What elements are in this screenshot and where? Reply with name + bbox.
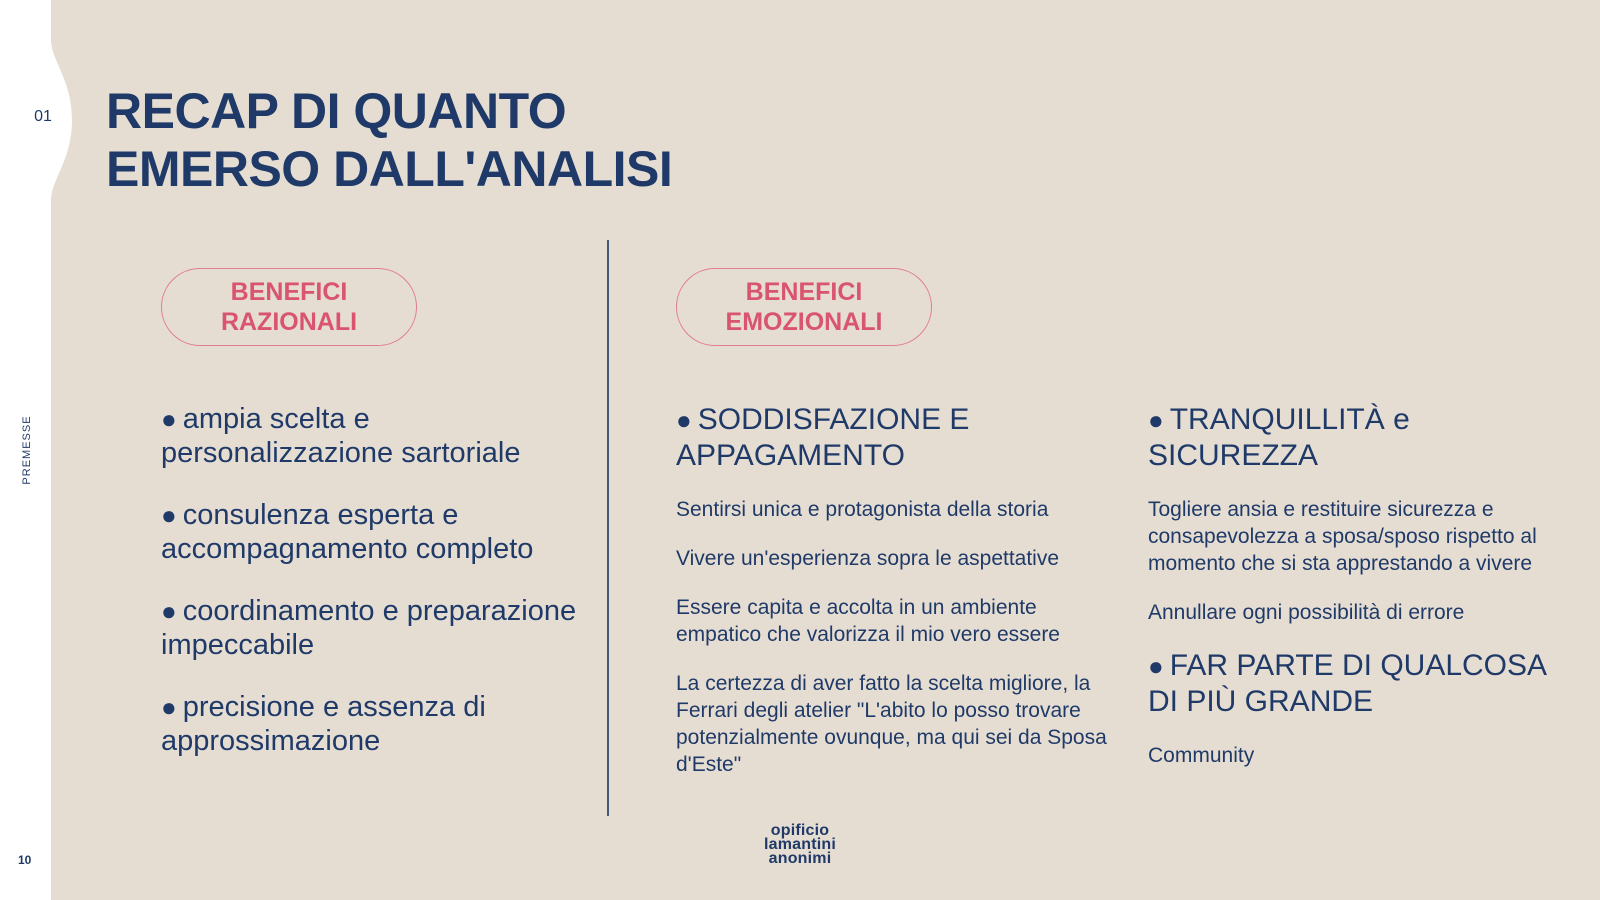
- emotional-heading-text: TRANQUILLITÀ e SICUREZZA: [1148, 403, 1410, 472]
- bullet-icon: ●: [161, 500, 177, 530]
- emotional-pill-line-2: EMOZIONALI: [725, 308, 883, 336]
- emotional-pill-line-1: BENEFICI: [745, 278, 863, 306]
- emotional-paragraph: Sentirsi unica e protagonista della storia: [676, 498, 1049, 521]
- list-item: [161, 402, 581, 470]
- list-item-text: consulenza esperta e accompagnamento completo: [161, 499, 534, 565]
- rational-benefits-list: [161, 402, 581, 786]
- emotional-paragraph: Togliere ansia e restituire sicurezza e consapevolezza a sposa/sposo rispetto al momento che si sta apprestando a vivere: [1148, 498, 1537, 575]
- bullet-icon: ●: [161, 596, 177, 626]
- list-item-text: ampia scelta e personalizzazione sartoriale: [161, 403, 521, 469]
- rational-pill-line-2: RAZIONALI: [220, 308, 358, 336]
- rational-benefits-pill: [161, 268, 417, 346]
- emotional-column-2: [1148, 402, 1578, 791]
- emotional-heading-text: FAR PARTE DI QUALCOSA DI PIÙ GRANDE: [1148, 649, 1546, 718]
- logo-line-3: anonimi: [768, 850, 832, 867]
- emotional-paragraph: Community: [1148, 744, 1255, 767]
- section-label: PREMESSE: [21, 415, 33, 485]
- emotional-benefits-pill: [676, 268, 932, 346]
- column-divider: [607, 240, 609, 816]
- emotional-paragraph: La certezza di aver fatto la scelta migliore, la Ferrari degli atelier "L'abito lo posso trovare potenzialmente ovunque, ma qui sei da Sposa d'Este": [676, 672, 1107, 776]
- emotional-column-1: [676, 402, 1116, 800]
- list-item: [161, 498, 581, 566]
- list-item: [161, 690, 581, 758]
- emotional-heading: [676, 402, 1116, 474]
- rational-pill-line-1: BENEFICI: [230, 278, 348, 306]
- page-title-line-2: EMERSO DALL'ANALISI: [106, 141, 673, 197]
- list-item-text: precisione e assenza di approssimazione: [161, 691, 486, 757]
- emotional-paragraph: Vivere un'esperienza sopra le aspettative: [676, 547, 1060, 570]
- emotional-paragraph: Annullare ogni possibilità di errore: [1148, 601, 1465, 624]
- brand-logo: [760, 824, 840, 866]
- page-number: 10: [18, 853, 32, 867]
- bullet-icon: ●: [1148, 405, 1164, 435]
- page-title-line-1: RECAP DI QUANTO: [106, 83, 567, 139]
- bullet-icon: ●: [161, 692, 177, 722]
- emotional-heading: [1148, 402, 1578, 474]
- list-item: [161, 594, 581, 662]
- bullet-icon: ●: [161, 404, 177, 434]
- section-number: 01: [34, 108, 52, 125]
- bullet-icon: ●: [676, 405, 692, 435]
- page-title: [106, 82, 806, 198]
- bullet-icon: ●: [1148, 651, 1164, 681]
- emotional-paragraph: Essere capita e accolta in un ambiente empatico che valorizza il mio vero essere: [676, 596, 1060, 646]
- emotional-heading: [1148, 648, 1578, 720]
- emotional-heading-text: SODDISFAZIONE E APPAGAMENTO: [676, 403, 970, 472]
- logo-line-2: lamantini: [763, 836, 837, 853]
- list-item-text: coordinamento e preparazione impeccabile: [161, 595, 577, 661]
- logo-line-1: opificio: [770, 822, 830, 839]
